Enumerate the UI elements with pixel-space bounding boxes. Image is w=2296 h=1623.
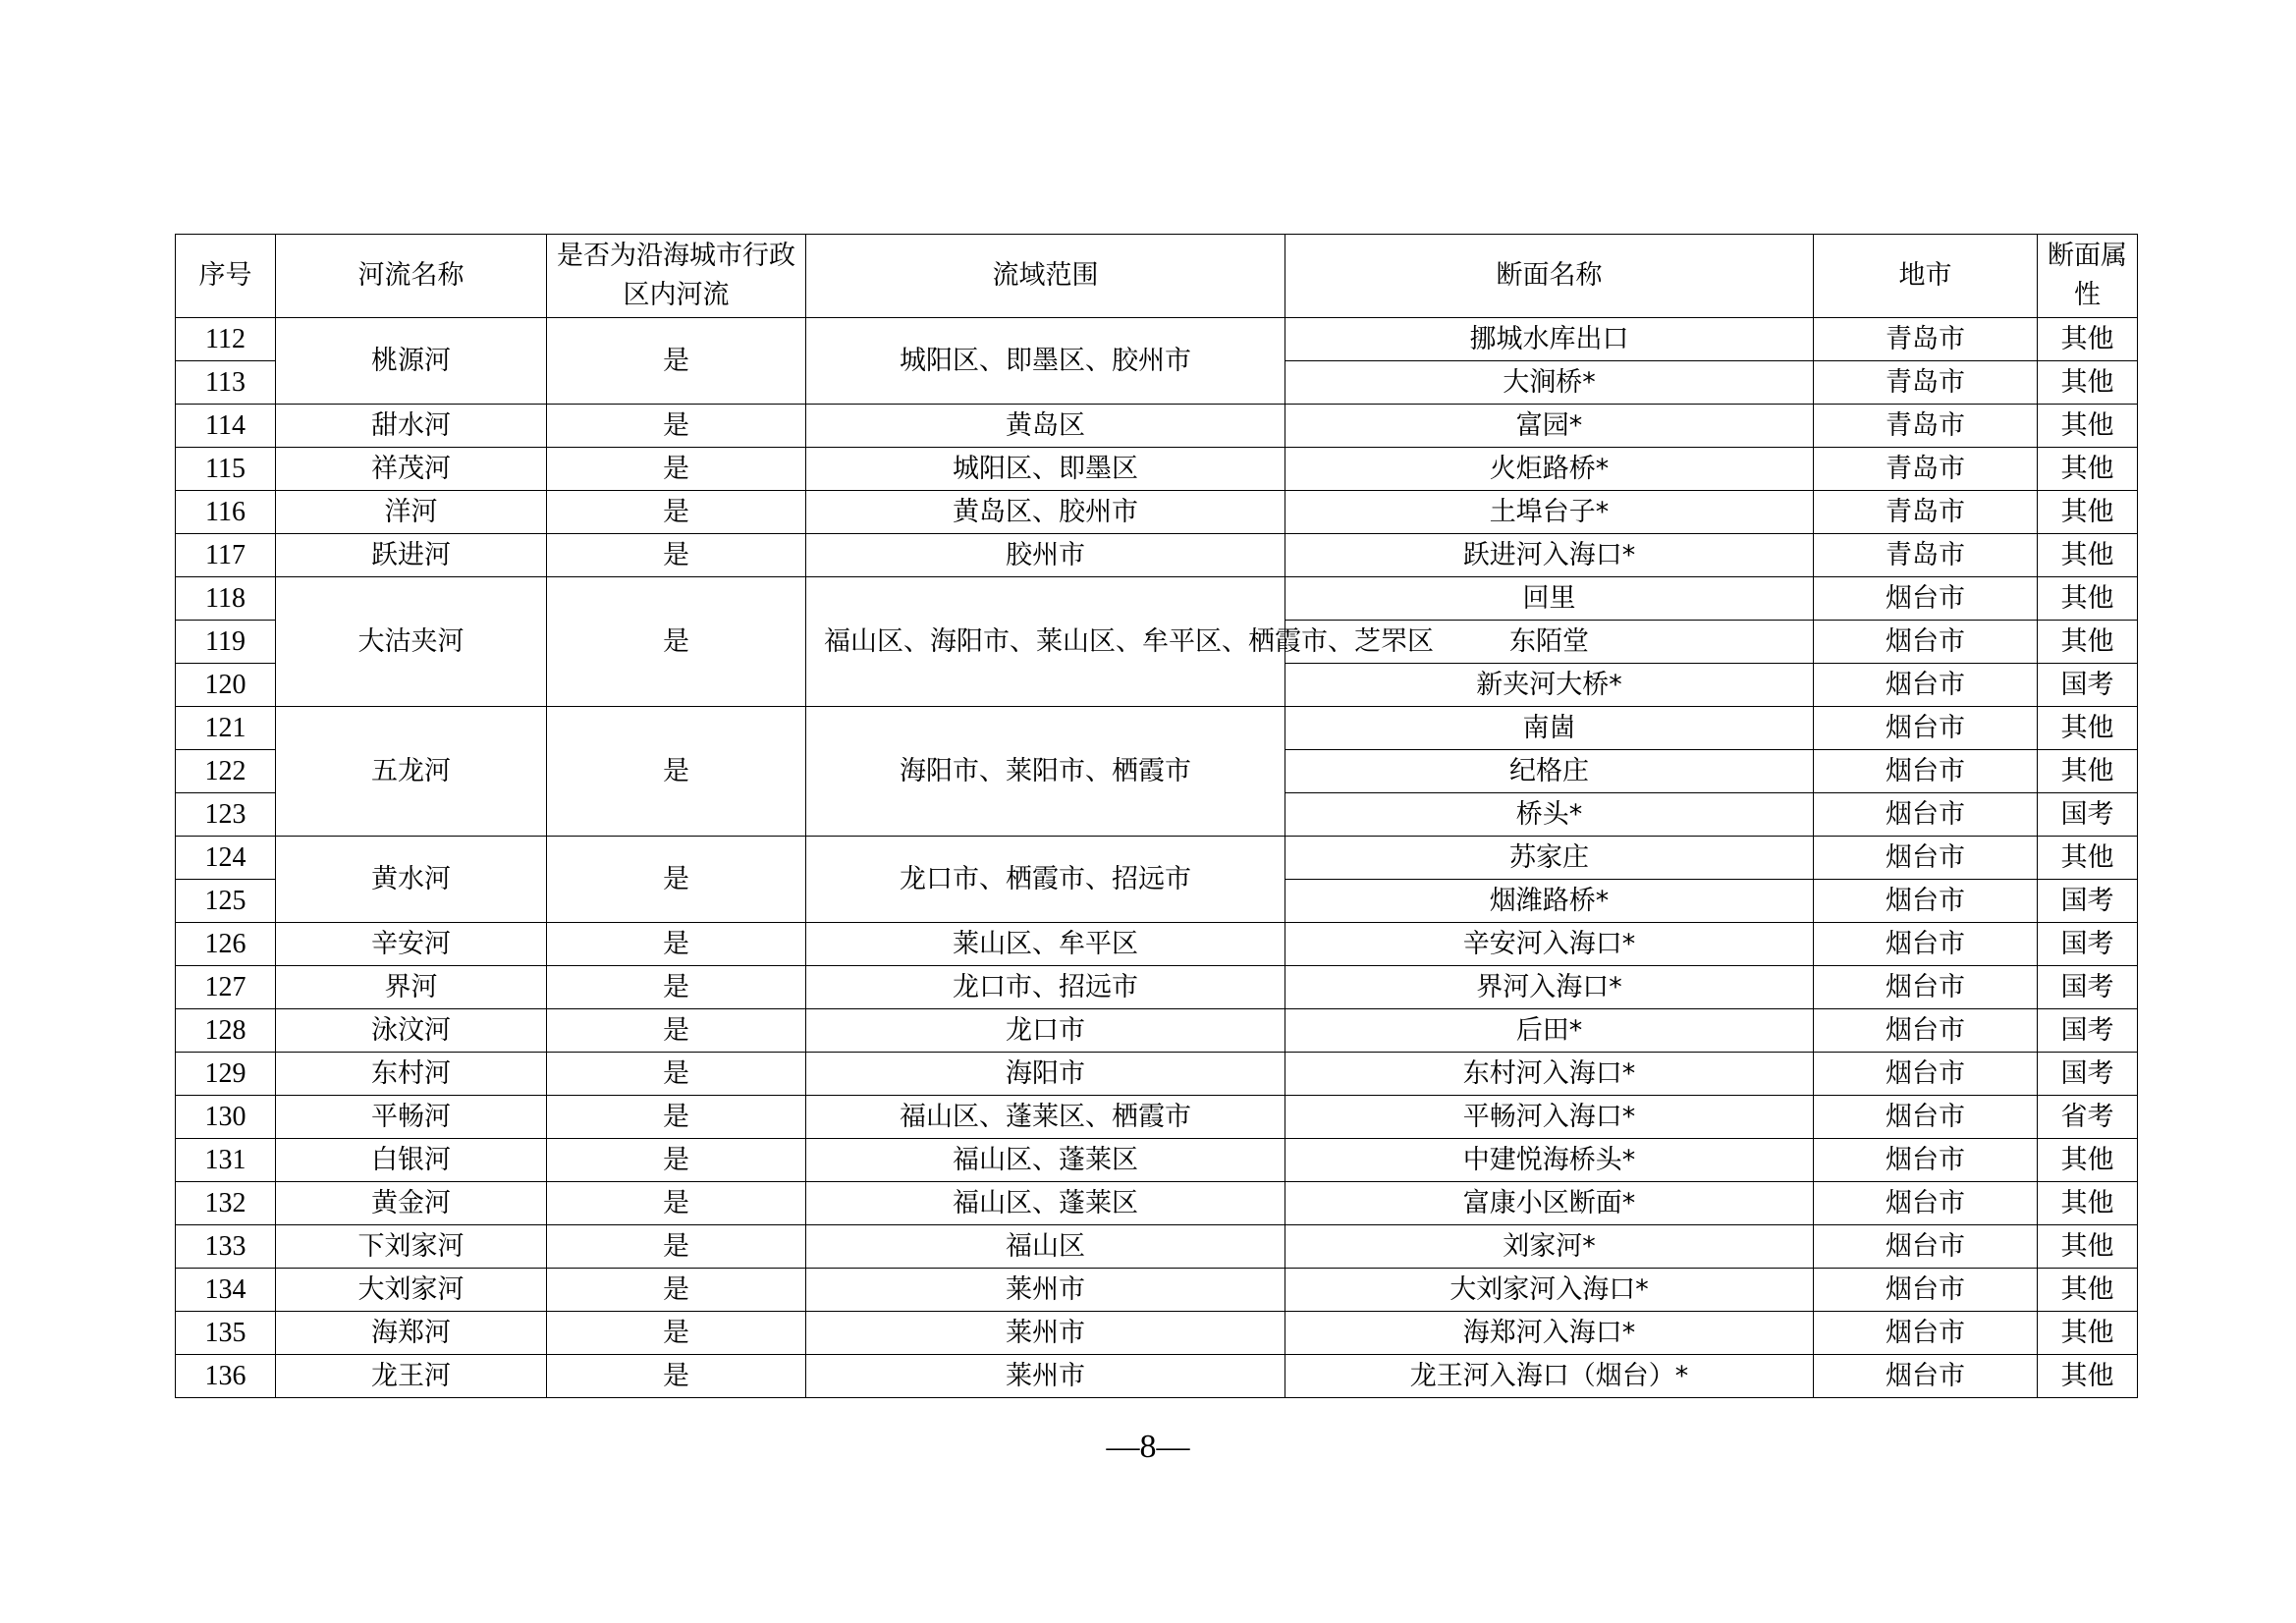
coastal-cell: 是 xyxy=(547,966,806,1009)
coastal-cell: 是 xyxy=(547,1225,806,1269)
section-name-cell: 大刘家河入海口* xyxy=(1285,1269,1814,1312)
river-name-cell: 泳汶河 xyxy=(276,1009,547,1053)
section-attr-cell: 其他 xyxy=(2038,1355,2138,1398)
river-name-cell: 黄水河 xyxy=(276,837,547,923)
coastal-cell: 是 xyxy=(547,405,806,448)
seq-cell: 119 xyxy=(176,621,276,664)
city-cell: 烟台市 xyxy=(1814,1269,2038,1312)
coastal-cell: 是 xyxy=(547,1312,806,1355)
basin-cell: 黄岛区、胶州市 xyxy=(806,491,1285,534)
header-section-name: 断面名称 xyxy=(1285,235,1814,318)
section-name-cell: 海郑河入海口* xyxy=(1285,1312,1814,1355)
city-cell: 烟台市 xyxy=(1814,837,2038,880)
river-name-cell: 桃源河 xyxy=(276,318,547,405)
section-name-cell: 龙王河入海口（烟台）* xyxy=(1285,1355,1814,1398)
section-name-cell: 纪格庄 xyxy=(1285,750,1814,793)
section-name-cell: 新夹河大桥* xyxy=(1285,664,1814,707)
header-seq: 序号 xyxy=(176,235,276,318)
table-row xyxy=(176,966,2138,1009)
city-cell: 青岛市 xyxy=(1814,491,2038,534)
seq-cell: 121 xyxy=(176,707,276,750)
seq-cell: 134 xyxy=(176,1269,276,1312)
basin-cell: 莱州市 xyxy=(806,1355,1285,1398)
section-attr-cell: 其他 xyxy=(2038,448,2138,491)
table-row xyxy=(176,1312,2138,1355)
river-name-cell: 龙王河 xyxy=(276,1355,547,1398)
city-cell: 烟台市 xyxy=(1814,1009,2038,1053)
section-name-cell: 土埠台子* xyxy=(1285,491,1814,534)
section-name-cell: 东村河入海口* xyxy=(1285,1053,1814,1096)
basin-cell: 城阳区、即墨区、胶州市 xyxy=(806,318,1285,405)
seq-cell: 126 xyxy=(176,923,276,966)
river-section-table xyxy=(175,234,2138,1398)
section-attr-cell: 其他 xyxy=(2038,837,2138,880)
basin-cell: 福山区 xyxy=(806,1225,1285,1269)
basin-cell: 海阳市、莱阳市、栖霞市 xyxy=(806,707,1285,837)
city-cell: 烟台市 xyxy=(1814,621,2038,664)
city-cell: 烟台市 xyxy=(1814,923,2038,966)
section-name-cell: 苏家庄 xyxy=(1285,837,1814,880)
section-attr-cell: 其他 xyxy=(2038,534,2138,577)
river-name-cell: 跃进河 xyxy=(276,534,547,577)
river-name-cell: 五龙河 xyxy=(276,707,547,837)
seq-cell: 129 xyxy=(176,1053,276,1096)
table-row xyxy=(176,837,2138,880)
section-attr-cell: 其他 xyxy=(2038,621,2138,664)
coastal-cell: 是 xyxy=(547,1269,806,1312)
seq-cell: 132 xyxy=(176,1182,276,1225)
city-cell: 烟台市 xyxy=(1814,707,2038,750)
river-name-cell: 下刘家河 xyxy=(276,1225,547,1269)
table-row xyxy=(176,1225,2138,1269)
coastal-cell: 是 xyxy=(547,534,806,577)
seq-cell: 117 xyxy=(176,534,276,577)
coastal-cell: 是 xyxy=(547,318,806,405)
section-attr-cell: 省考 xyxy=(2038,1096,2138,1139)
header-city: 地市 xyxy=(1814,235,2038,318)
section-attr-cell: 其他 xyxy=(2038,707,2138,750)
basin-cell: 莱州市 xyxy=(806,1269,1285,1312)
page-number: —8— xyxy=(1106,1429,1190,1465)
table-row xyxy=(176,1269,2138,1312)
city-cell: 烟台市 xyxy=(1814,1139,2038,1182)
city-cell: 青岛市 xyxy=(1814,405,2038,448)
city-cell: 烟台市 xyxy=(1814,750,2038,793)
coastal-cell: 是 xyxy=(547,1009,806,1053)
seq-cell: 123 xyxy=(176,793,276,837)
basin-cell: 龙口市、招远市 xyxy=(806,966,1285,1009)
coastal-cell: 是 xyxy=(547,923,806,966)
section-attr-cell: 国考 xyxy=(2038,664,2138,707)
section-attr-cell: 其他 xyxy=(2038,1269,2138,1312)
seq-cell: 118 xyxy=(176,577,276,621)
section-attr-cell: 国考 xyxy=(2038,923,2138,966)
seq-cell: 131 xyxy=(176,1139,276,1182)
seq-cell: 136 xyxy=(176,1355,276,1398)
coastal-cell: 是 xyxy=(547,1139,806,1182)
coastal-cell: 是 xyxy=(547,707,806,837)
section-name-cell: 大涧桥* xyxy=(1285,361,1814,405)
table-row xyxy=(176,1053,2138,1096)
basin-cell: 城阳区、即墨区 xyxy=(806,448,1285,491)
basin-cell: 龙口市、栖霞市、招远市 xyxy=(806,837,1285,923)
section-name-cell: 后田* xyxy=(1285,1009,1814,1053)
section-name-cell: 跃进河入海口* xyxy=(1285,534,1814,577)
section-attr-cell: 其他 xyxy=(2038,1139,2138,1182)
river-name-cell: 大刘家河 xyxy=(276,1269,547,1312)
city-cell: 烟台市 xyxy=(1814,577,2038,621)
section-name-cell: 刘家河* xyxy=(1285,1225,1814,1269)
section-name-cell: 桥头* xyxy=(1285,793,1814,837)
section-name-cell: 中建悦海桥头* xyxy=(1285,1139,1814,1182)
city-cell: 烟台市 xyxy=(1814,793,2038,837)
section-attr-cell: 国考 xyxy=(2038,966,2138,1009)
section-name-cell: 东陌堂 xyxy=(1285,621,1814,664)
section-name-cell: 辛安河入海口* xyxy=(1285,923,1814,966)
seq-cell: 114 xyxy=(176,405,276,448)
section-attr-cell: 其他 xyxy=(2038,318,2138,361)
section-attr-cell: 其他 xyxy=(2038,1312,2138,1355)
coastal-cell: 是 xyxy=(547,1355,806,1398)
city-cell: 烟台市 xyxy=(1814,1096,2038,1139)
section-name-cell: 南崮 xyxy=(1285,707,1814,750)
section-name-cell: 火炬路桥* xyxy=(1285,448,1814,491)
table-row xyxy=(176,491,2138,534)
section-attr-cell: 国考 xyxy=(2038,880,2138,923)
table-row xyxy=(176,448,2138,491)
section-name-cell: 回里 xyxy=(1285,577,1814,621)
city-cell: 烟台市 xyxy=(1814,1182,2038,1225)
seq-cell: 120 xyxy=(176,664,276,707)
city-cell: 青岛市 xyxy=(1814,318,2038,361)
coastal-cell: 是 xyxy=(547,577,806,707)
seq-cell: 113 xyxy=(176,361,276,405)
city-cell: 烟台市 xyxy=(1814,1053,2038,1096)
header-coastal: 是否为沿海城市行政区内河流 xyxy=(547,235,806,318)
seq-cell: 116 xyxy=(176,491,276,534)
section-attr-cell: 国考 xyxy=(2038,793,2138,837)
river-name-cell: 洋河 xyxy=(276,491,547,534)
section-attr-cell: 其他 xyxy=(2038,491,2138,534)
table-row xyxy=(176,1139,2138,1182)
coastal-cell: 是 xyxy=(547,448,806,491)
seq-cell: 124 xyxy=(176,837,276,880)
river-name-cell: 东村河 xyxy=(276,1053,547,1096)
seq-cell: 112 xyxy=(176,318,276,361)
basin-cell: 黄岛区 xyxy=(806,405,1285,448)
coastal-cell: 是 xyxy=(547,1096,806,1139)
coastal-cell: 是 xyxy=(547,1053,806,1096)
table-row xyxy=(176,1096,2138,1139)
table-row xyxy=(176,707,2138,750)
river-name-cell: 平畅河 xyxy=(276,1096,547,1139)
basin-cell: 福山区、蓬莱区 xyxy=(806,1182,1285,1225)
seq-cell: 125 xyxy=(176,880,276,923)
city-cell: 青岛市 xyxy=(1814,534,2038,577)
section-attr-cell: 其他 xyxy=(2038,1182,2138,1225)
city-cell: 烟台市 xyxy=(1814,1312,2038,1355)
seq-cell: 135 xyxy=(176,1312,276,1355)
header-section-attr: 断面属性 xyxy=(2038,235,2138,318)
seq-cell: 115 xyxy=(176,448,276,491)
table-row xyxy=(176,1182,2138,1225)
basin-cell: 海阳市 xyxy=(806,1053,1285,1096)
river-name-cell: 大沽夹河 xyxy=(276,577,547,707)
coastal-cell: 是 xyxy=(547,1182,806,1225)
river-name-cell: 祥茂河 xyxy=(276,448,547,491)
table-row xyxy=(176,534,2138,577)
section-attr-cell: 其他 xyxy=(2038,361,2138,405)
city-cell: 烟台市 xyxy=(1814,880,2038,923)
basin-cell: 莱州市 xyxy=(806,1312,1285,1355)
seq-cell: 127 xyxy=(176,966,276,1009)
river-name-cell: 甜水河 xyxy=(276,405,547,448)
city-cell: 青岛市 xyxy=(1814,448,2038,491)
river-name-cell: 辛安河 xyxy=(276,923,547,966)
section-name-cell: 烟潍路桥* xyxy=(1285,880,1814,923)
city-cell: 烟台市 xyxy=(1814,1355,2038,1398)
section-attr-cell: 其他 xyxy=(2038,577,2138,621)
river-name-cell: 黄金河 xyxy=(276,1182,547,1225)
basin-cell: 福山区、蓬莱区 xyxy=(806,1139,1285,1182)
section-name-cell: 富园* xyxy=(1285,405,1814,448)
header-basin: 流域范围 xyxy=(806,235,1285,318)
section-name-cell: 界河入海口* xyxy=(1285,966,1814,1009)
city-cell: 烟台市 xyxy=(1814,966,2038,1009)
section-attr-cell: 国考 xyxy=(2038,1053,2138,1096)
city-cell: 烟台市 xyxy=(1814,1225,2038,1269)
section-attr-cell: 国考 xyxy=(2038,1009,2138,1053)
table-row xyxy=(176,318,2138,361)
table-row xyxy=(176,923,2138,966)
seq-cell: 128 xyxy=(176,1009,276,1053)
city-cell: 烟台市 xyxy=(1814,664,2038,707)
basin-cell: 胶州市 xyxy=(806,534,1285,577)
table-header-row xyxy=(176,235,2138,318)
seq-cell: 130 xyxy=(176,1096,276,1139)
seq-cell: 133 xyxy=(176,1225,276,1269)
river-name-cell: 白银河 xyxy=(276,1139,547,1182)
header-river-name: 河流名称 xyxy=(276,235,547,318)
coastal-cell: 是 xyxy=(547,837,806,923)
section-name-cell: 富康小区断面* xyxy=(1285,1182,1814,1225)
table-row xyxy=(176,1009,2138,1053)
seq-cell: 122 xyxy=(176,750,276,793)
table-row xyxy=(176,405,2138,448)
section-attr-cell: 其他 xyxy=(2038,750,2138,793)
table-row xyxy=(176,1355,2138,1398)
basin-cell: 莱山区、牟平区 xyxy=(806,923,1285,966)
basin-cell: 福山区、蓬莱区、栖霞市 xyxy=(806,1096,1285,1139)
basin-cell: 福山区、海阳市、莱山区、牟平区、栖霞市、芝罘区 xyxy=(806,577,1285,707)
basin-cell: 龙口市 xyxy=(806,1009,1285,1053)
river-name-cell: 界河 xyxy=(276,966,547,1009)
table-row xyxy=(176,577,2138,621)
section-attr-cell: 其他 xyxy=(2038,1225,2138,1269)
section-name-cell: 平畅河入海口* xyxy=(1285,1096,1814,1139)
coastal-cell: 是 xyxy=(547,491,806,534)
river-name-cell: 海郑河 xyxy=(276,1312,547,1355)
section-name-cell: 挪城水库出口 xyxy=(1285,318,1814,361)
section-attr-cell: 其他 xyxy=(2038,405,2138,448)
city-cell: 青岛市 xyxy=(1814,361,2038,405)
